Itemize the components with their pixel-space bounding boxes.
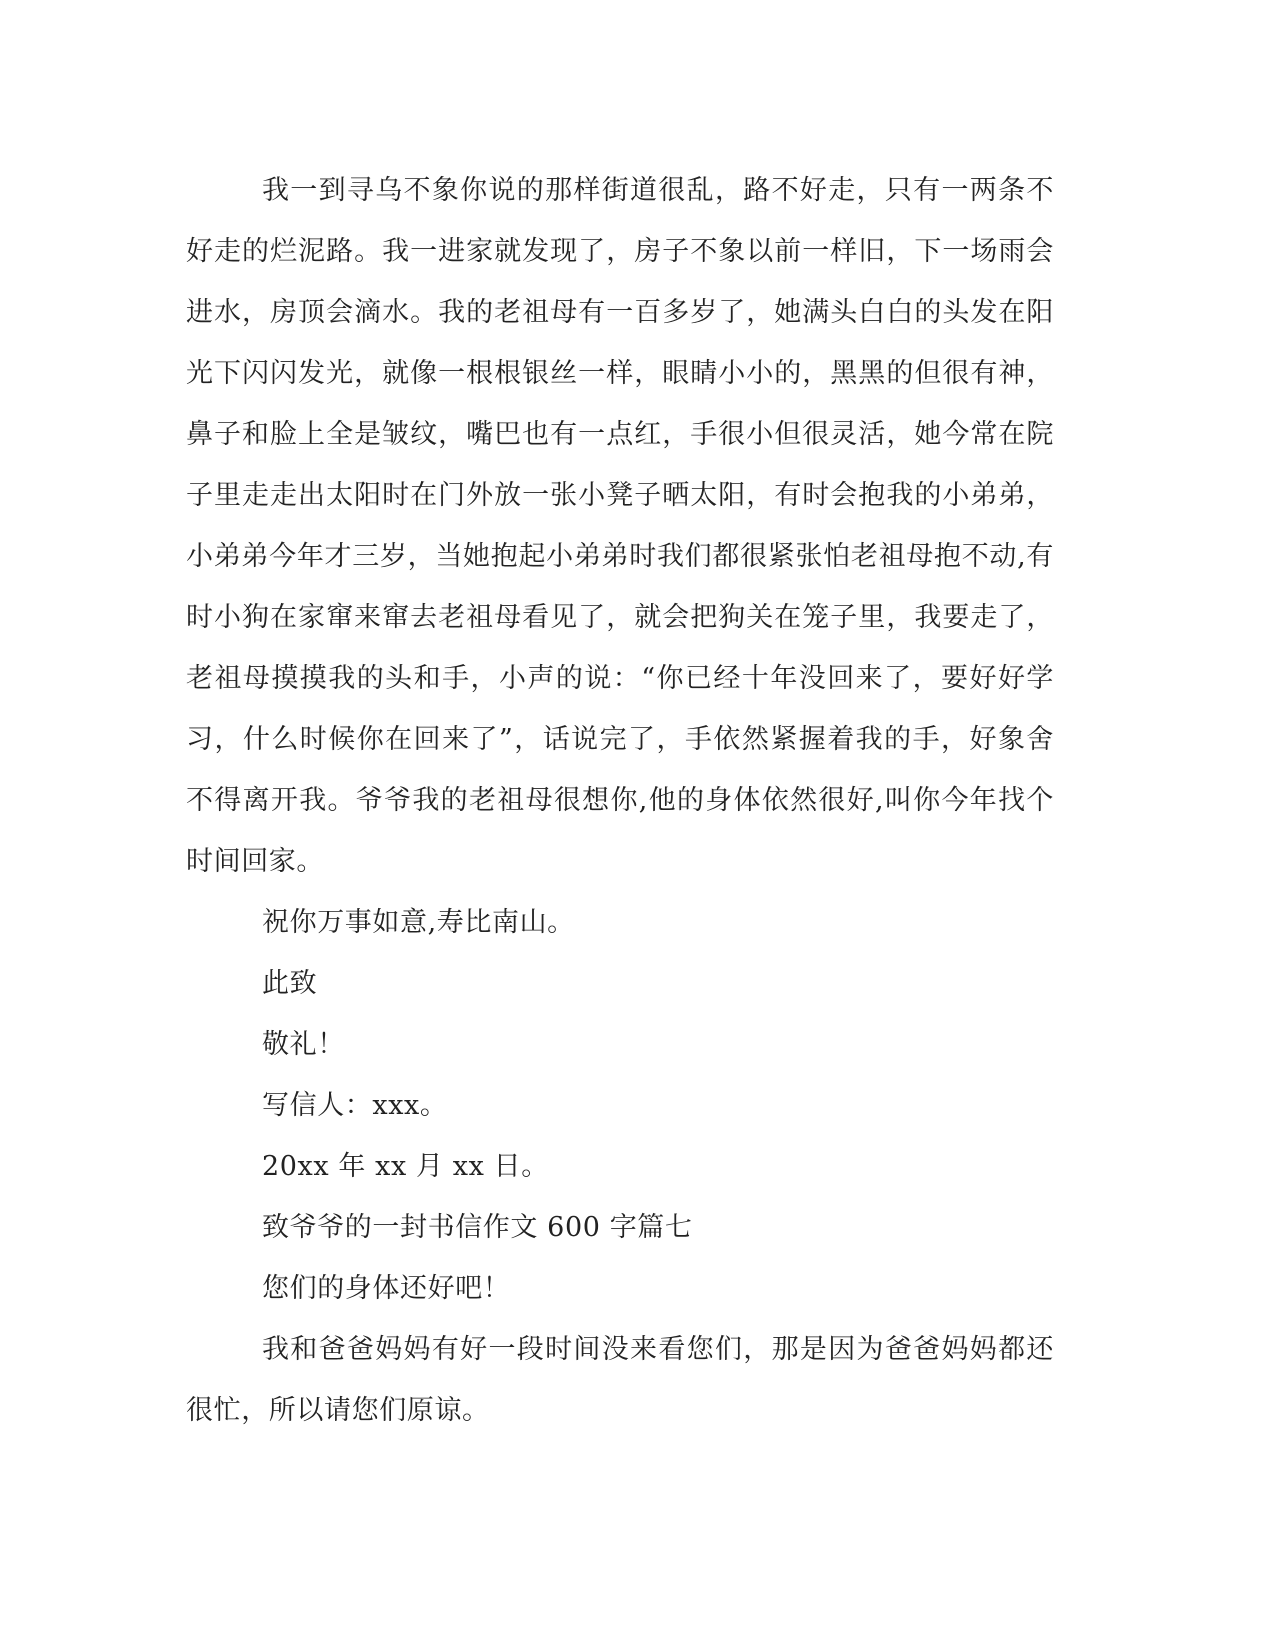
section-heading: 致爷爷的一封书信作文 600 字篇七 [262, 1212, 693, 1243]
letter-body [186, 160, 1054, 1441]
paragraph-date: 20xx 年 xx 月 xx 日。 [262, 1151, 549, 1182]
paragraph-greeting: 您们的身体还好吧！ [262, 1273, 511, 1304]
paragraph-closing-salutation: 此致 [262, 968, 318, 999]
paragraph-apology: 我和爸爸妈妈有好一段时间没来看您们，那是因为爸爸妈妈都还很忙，所以请您们原谅。 [186, 1334, 1054, 1426]
paragraph-grandmother-description: 我一到寻乌不象你说的那样街道很乱，路不好走，只有一两条不好走的烂泥路。我一进家就发现了，房子不象以前一样旧，下一场雨会进水，房顶会滴水。我的老祖母有一百多岁了，她满头白白的头发在阳光下闪闪发光，就像一根根银丝一样，眼睛小小的，黑黑的但很有神，鼻子和脸上全是皱纹，嘴巴也有一点红，手很小但很灵活，她今常在院子里走走出太阳时在门外放一张小凳子晒太阳，有时会抱我的小弟弟，小弟弟今年才三岁，当她抱起小弟弟时我们都很紧张怕老祖母抱不动,有时小狗在家窜来窜去老祖母看见了，就会把狗关在笼子里，我要走了，老祖母摸摸我的头和手，小声的说：“你已经十年没回来了，要好好学习，什么时候你在回来了”，话说完了，手依然紧握着我的手，好象舍不得离开我。爷爷我的老祖母很想你,他的身体依然很好,叫你今年找个时间回家。 [186, 175, 1054, 877]
paragraph-signature: 写信人：xxx。 [262, 1090, 448, 1121]
paragraph-respects: 敬礼！ [262, 1029, 345, 1060]
paragraph-blessing: 祝你万事如意,寿比南山。 [262, 907, 575, 938]
